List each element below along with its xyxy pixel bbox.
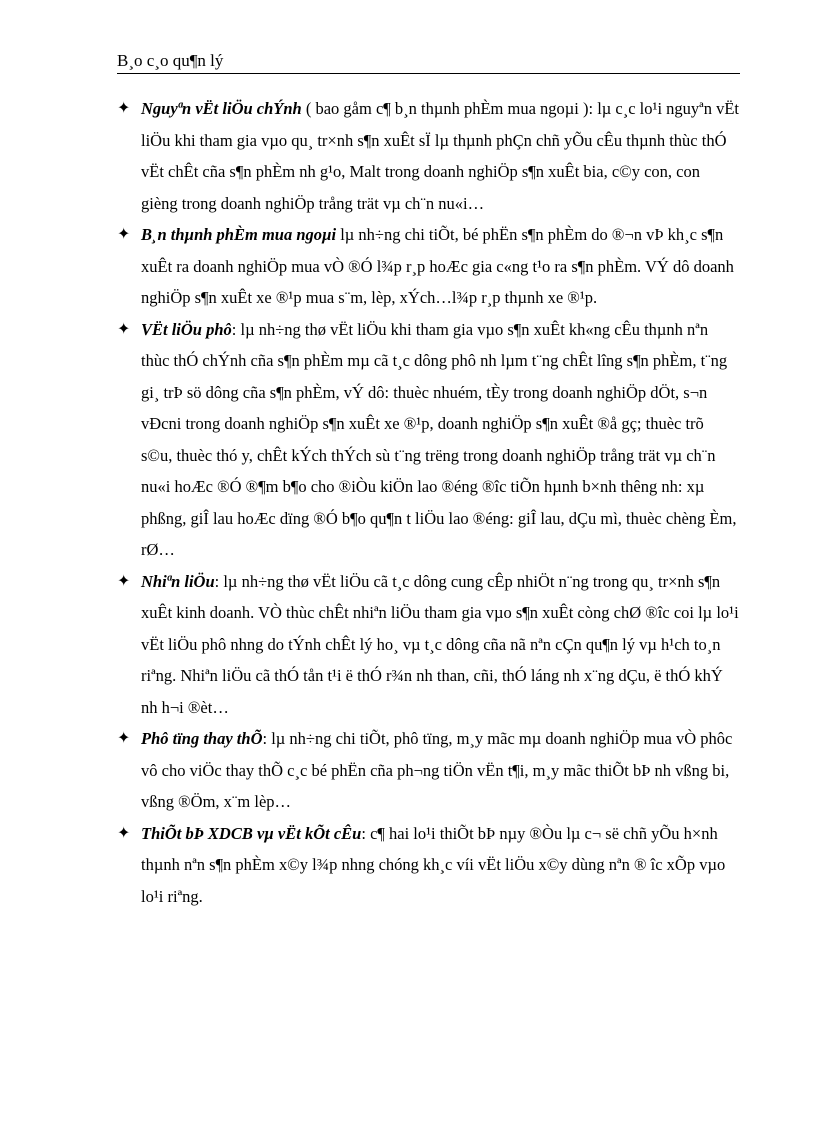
item-term: ThiÕt bÞ XDCB vµ vËt kÕt cÊu: [141, 823, 362, 843]
item-text: : lµ nh÷ng thø vËt liÖu cã t¸c dông cung cÊp nhiÖt n¨ng trong qu¸ tr×nh s¶n xuÊt kinh doanh. VÒ thùc chÊt nhiªn liÖu tham gia vµo s¶n xuÊt còng chØ ®îc coi lµ lo¹i vËt liÖu phô nhng do tÝnh chÊt lý ho¸ vµ t¸c dông cña nã nªn cÇn qu¶n lý vµ h¹ch to¸n riªng. Nhiªn liÖu cã thÓ tån t¹i ë thÓ r¾n nh than, cñi, thÓ láng nh x¨ng dÇu, ë thÓ khÝ nh h¬i ®èt…: [141, 571, 739, 717]
list-item: [117, 566, 739, 724]
item-text: : lµ nh÷ng chi tiÕt, phô tïng, m¸y mãc mµ doanh nghiÖp mua vÒ phôc vô cho viÖc thay thÕ c¸c bé phËn cña ph¬ng tiÖn vËn t¶i, m¸y mãc thiÕt bÞ nh vßng bi, vßng ®Öm, x¨m lèp…: [141, 729, 733, 811]
item-term: Phô tïng thay thÕ: [141, 729, 263, 748]
document-body: [117, 93, 739, 912]
item-text: : lµ nh÷ng thø vËt liÖu khi tham gia vµo s¶n xuÊt kh«ng cÊu thµnh nªn thùc thÓ chÝnh cña s¶n phÈm mµ cã t¸c dông phô nh lµm t¨ng chÊt lîng s¶n phÈm, t¨ng gi¸ trÞ sö dông cña s¶n phÈm, vÝ dô: thuèc nhuém, tÈy trong doanh nghiÖp dÖt, s¬n vÐcni trong doanh nghiÖp s¶n xuÊt xe ®¹p, doanh nghiÖp s¶n xuÊt ®å gç; thuèc trõ s©u, thuèc thó y, chÊt kÝch thÝch sù t¨ng trëng trong doanh nghiÖp trång trät vµ ch¨n nu«i hoÆc ®Ó ®¶m b¶o cho ®iÒu kiÖn lao ®éng ®îc tiÕn hµnh b×nh thêng nh: xµ phßng, giÎ lau hoÆc dïng ®Ó b¶o qu¶n t liÖu lao ®éng: giÎ lau, dÇu mì, thuèc chèng Èm, rØ…: [141, 319, 737, 559]
item-term: Nguyªn vËt liÖu chÝnh: [141, 99, 302, 118]
list-item: [117, 93, 739, 219]
four-point-star-bullet-icon: ✦: [117, 730, 131, 747]
list-item: [117, 818, 739, 913]
four-point-star-bullet-icon: ✦: [117, 824, 131, 842]
item-text: ( bao gåm c¶ b¸n thµnh phÈm mua ngoµi ): lµ c¸c lo¹i nguyªn vËt liÖu khi tham gia vµo qu¸ tr×nh s¶n xuÊt sÏ lµ thµnh phÇn chñ yÕu cÊu thµnh thùc thÓ vËt chÊt cña s¶n phÈm nh g¹o, Malt trong doanh nghiÖp s¶n xuÊt bia, c©y con, con gièng trong doanh nghiÖp trång trät vµ ch¨n nu«i…: [141, 99, 740, 213]
item-text: : c¶ hai lo¹i thiÕt bÞ nµy ®Òu lµ c¬ së chñ yÕu h×nh thµnh nªn s¶n phÈm x©y l¾p nhng chóng kh¸c víi vËt liÖu x©y dùng nªn ® îc xÕp vµo lo¹i riªng.: [141, 823, 726, 906]
item-term: VËt liÖu phô: [141, 319, 232, 339]
list-item: [117, 219, 739, 314]
item-term: Nhiªn liÖu: [141, 571, 215, 591]
list-item: [117, 314, 739, 566]
item-text: lµ nh÷ng chi tiÕt, bé phËn s¶n phÈm do ®¬n vÞ kh¸c s¶n xuÊt ra doanh nghiÖp mua vÒ ®Ó l¾p r¸p hoÆc gia c«ng t¹o ra s¶n phÈm. VÝ dô doanh nghiÖp s¶n xuÊt xe ®¹p mua s¨m, lèp, xÝch…l¾p r¸p thµnh xe ®¹p.: [141, 225, 734, 307]
four-point-star-bullet-icon: ✦: [117, 320, 131, 338]
four-point-star-bullet-icon: ✦: [117, 226, 131, 243]
four-point-star-bullet-icon: ✦: [117, 572, 131, 590]
list-item: [117, 723, 739, 818]
four-point-star-bullet-icon: ✦: [117, 100, 131, 117]
item-term: B¸n thµnh phÈm mua ngoµi: [141, 225, 337, 244]
page-header: B¸o c¸o qu¶n lý: [117, 50, 740, 74]
